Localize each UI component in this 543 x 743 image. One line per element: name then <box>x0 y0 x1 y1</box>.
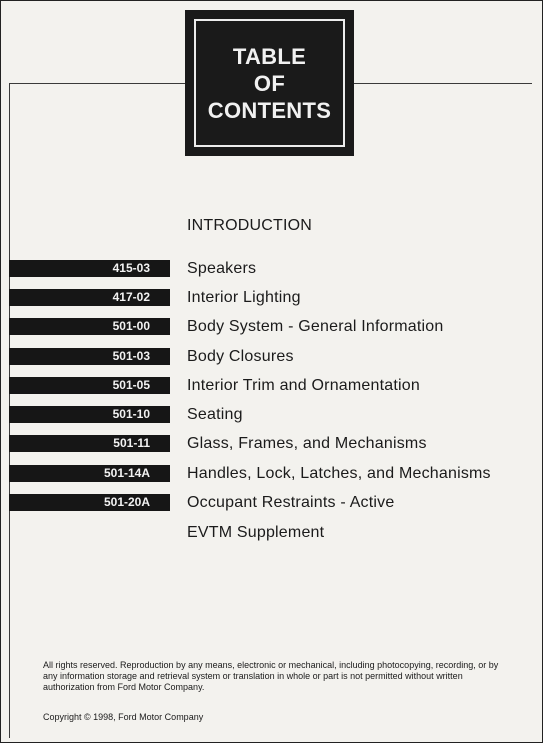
toc-row-handles-locks[interactable] <box>0 464 543 486</box>
section-title[interactable]: Interior Lighting <box>187 289 301 306</box>
toc-row-glass-frames[interactable] <box>0 434 543 456</box>
section-code-bar <box>9 406 170 423</box>
section-title[interactable]: Body System - General Information <box>187 318 444 335</box>
toc-title-block <box>185 10 354 156</box>
evtm-supplement-link[interactable]: EVTM Supplement <box>187 524 325 541</box>
section-code-bar <box>9 318 170 335</box>
section-title[interactable]: Interior Trim and Ornamentation <box>187 377 420 394</box>
section-title[interactable]: Handles, Lock, Latches, and Mechanisms <box>187 465 491 482</box>
section-code: 501-10 <box>112 407 150 421</box>
section-code-bar <box>9 435 170 452</box>
toc-row-interior-trim[interactable] <box>0 376 543 398</box>
section-code-bar <box>9 348 170 365</box>
section-code-bar <box>9 377 170 394</box>
section-code: 501-00 <box>112 319 150 333</box>
section-title[interactable]: Speakers <box>187 260 257 277</box>
section-code-bar <box>9 289 170 306</box>
title-line-3: CONTENTS <box>207 97 332 123</box>
section-code: 501-03 <box>112 349 150 363</box>
toc-title-frame <box>194 19 345 147</box>
toc-row-body-closures[interactable] <box>0 347 543 369</box>
section-code: 501-05 <box>112 378 150 392</box>
legal-notice: All rights reserved. Reproduction by any means, electronic or mechanical, including photocopying, recording, or by any information storage and retrieval system or translation in whole or part is not permitted without written authorization from Ford Motor Company. <box>43 660 499 692</box>
section-code: 417-02 <box>112 290 150 304</box>
section-title[interactable]: Body Closures <box>187 348 294 365</box>
introduction-link[interactable]: INTRODUCTION <box>187 217 313 234</box>
section-code-bar <box>9 465 170 482</box>
section-title[interactable]: Glass, Frames, and Mechanisms <box>187 435 427 452</box>
section-code: 501-20A <box>103 495 150 509</box>
section-code: 415-03 <box>112 261 150 275</box>
toc-row-body-system[interactable] <box>0 317 543 339</box>
toc-row-speakers[interactable] <box>0 259 543 281</box>
section-code: 501-14A <box>103 466 150 480</box>
section-title[interactable]: Seating <box>187 406 243 423</box>
title-line-2: OF <box>253 70 286 96</box>
section-code: 501-11 <box>113 436 150 450</box>
toc-row-seating[interactable] <box>0 405 543 427</box>
section-code-bar <box>9 260 170 277</box>
toc-row-interior-lighting[interactable] <box>0 288 543 310</box>
section-code-bar <box>9 494 170 511</box>
section-title[interactable]: Occupant Restraints - Active <box>187 494 395 511</box>
toc-row-occupant-restraints[interactable] <box>0 493 543 515</box>
copyright-notice: Copyright © 1998, Ford Motor Company <box>43 712 204 722</box>
title-line-1: TABLE <box>232 43 307 69</box>
